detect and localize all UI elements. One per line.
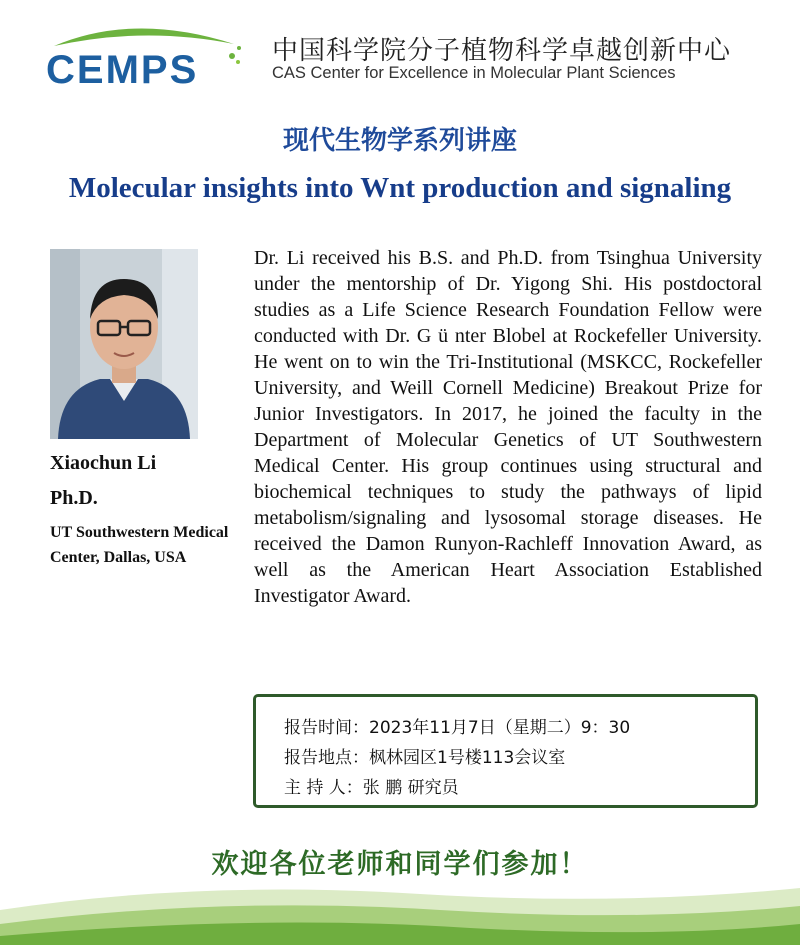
speaker-affiliation: UT Southwestern Medical Center, Dallas, USA: [50, 524, 229, 566]
lecture-time: 报告时间：2023年11月7日（星期二）9：30: [284, 718, 631, 738]
header: [0, 0, 800, 95]
info-box: [253, 694, 758, 808]
welcome-message: 欢迎各位老师和同学们参加！: [211, 849, 589, 880]
logo-text: CEMPS: [46, 48, 199, 92]
footer-wave: [0, 880, 800, 945]
org-name-en: CAS Center for Excellence in Molecular Plant Sciences: [272, 64, 676, 82]
lecture-location: 报告地点：枫林园区1号楼113会议室: [284, 748, 566, 768]
lecture-host: 主 持 人：张 鹏 研究员: [284, 778, 459, 798]
speaker-degree: Ph.D.: [50, 487, 98, 509]
speaker-bio: Dr. Li received his B.S. and Ph.D. from Tsinghua University under the mentorship of Dr. Yigong Shi. His postdoctoral studies as a Life Science Research Foundation Fellow were conducted with Dr. G ü nter Blobel at Rockefeller University. He went on to win the Tri-Institutional (MSKCC, Rockefeller University, and Weill Cornell Medicine) Breakout Prize for Junior Investigators. In 2017, he joined the faculty in the Department of Molecular Genetics of UT Southwestern Medical Center. His group continues using structural and biochemical techniques to study the pathways of lipid metabolism/signaling and lysosomal storage diseases. He received the Damon Runyon-Rachleff Innovation Award, as well as the American Heart Association Established Investigator Award.: [254, 247, 762, 607]
lecture-title: Molecular insights into Wnt production and signaling: [68, 172, 732, 204]
speaker-photo: [50, 249, 198, 439]
speaker-name: Xiaochun Li: [50, 452, 157, 474]
cemps-logo: [44, 18, 244, 92]
series-title: 现代生物学系列讲座: [282, 126, 517, 156]
org-name-cn: 中国科学院分子植物科学卓越创新中心: [272, 36, 732, 66]
